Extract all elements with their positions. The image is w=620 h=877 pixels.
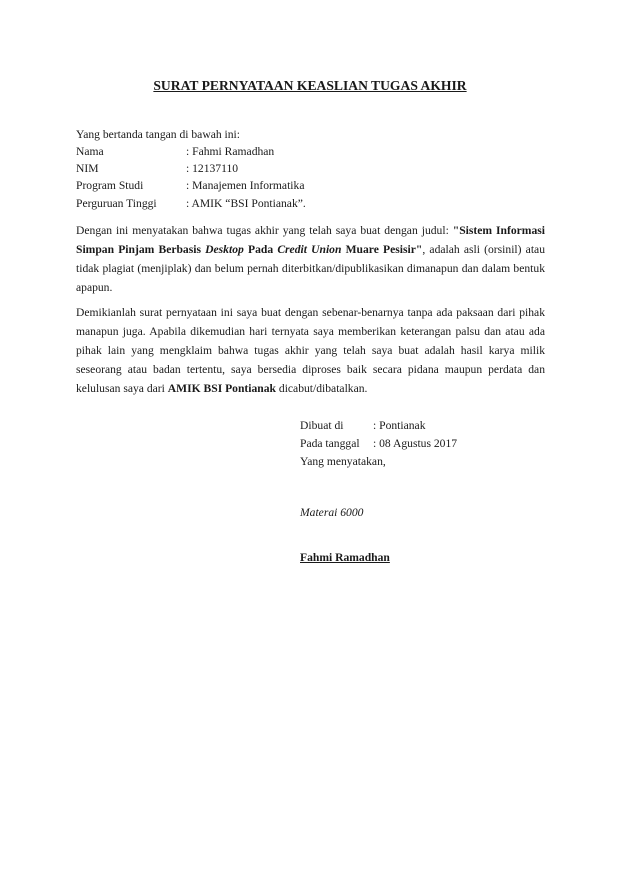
identity-value: : 12137110 — [186, 162, 239, 176]
statement-rest: , adalah asli (orsinil) atau tidak plagiat (menjiplak) dan belum pernah diterbitkan/dipublikasikan dimanapun dan dalam bentuk apapun. — [76, 243, 545, 294]
thesis-title-part: Pada — [243, 243, 278, 256]
date-row — [300, 435, 457, 453]
thesis-title-italic: Desktop — [205, 243, 244, 256]
thesis-title-italic: Credit Union — [277, 243, 342, 256]
document-title: SURAT PERNYATAAN KEASLIAN TUGAS AKHIR — [153, 78, 467, 93]
closing-text: Demikianlah surat pernyataan ini saya buat dengan sebenar-benarnya tanpa ada paksaan dari pihak manapun juga. Apabila dikemudian hari ternyata saya memberikan keterangan palsu dan atau ada pihak lain yang mengklaim bahwa tugas akhir yang telah saya buat adalah hasil karya milik seseorang atau badan tertentu, saya bersedia diproses baik secara pidana maupun perdata dan kelulusan saya dari — [76, 306, 545, 395]
thesis-title-part: "Sistem Informasi Simpan Pinjam Berbasis — [76, 224, 545, 256]
institution-name: AMIK BSI Pontianak — [167, 382, 276, 395]
date-label: Pada tanggal — [300, 436, 360, 450]
identity-value: : Fahmi Ramadhan — [186, 145, 275, 158]
signer-name: Fahmi Ramadhan — [300, 551, 390, 564]
identity-row-program — [76, 177, 306, 194]
identity-row-nim — [76, 160, 306, 177]
identity-value: : AMIK “BSI Pontianak”. — [186, 196, 306, 210]
declarant-label: Yang menyatakan, — [300, 454, 386, 468]
made-at-row — [300, 417, 457, 435]
closing-text-end: dicabut/dibatalkan. — [276, 382, 368, 395]
identity-label: Nama — [76, 145, 104, 158]
identity-label: Program Studi — [76, 179, 144, 193]
identity-row-name — [76, 143, 306, 160]
statement-intro: Dengan ini menyatakan bahwa tugas akhir yang telah saya buat dengan judul: — [76, 224, 453, 237]
statement-paragraph — [76, 221, 545, 297]
identity-value: : Manajemen Informatika — [186, 179, 305, 193]
signature-block — [300, 417, 457, 470]
identity-table — [76, 143, 306, 212]
thesis-title-part: Muare Pesisir" — [341, 243, 423, 256]
closing-paragraph — [76, 303, 545, 398]
identity-row-university — [76, 195, 306, 212]
stamp-placeholder: Materai 6000 — [300, 506, 364, 519]
identity-label: Perguruan Tinggi — [76, 196, 157, 210]
date-value: : 08 Agustus 2017 — [373, 436, 458, 450]
identity-label: NIM — [76, 162, 99, 176]
made-at-value: : Pontianak — [373, 419, 426, 432]
made-at-label: Dibuat di — [300, 419, 344, 432]
intro-text: Yang bertanda tangan di bawah ini: — [76, 128, 240, 141]
